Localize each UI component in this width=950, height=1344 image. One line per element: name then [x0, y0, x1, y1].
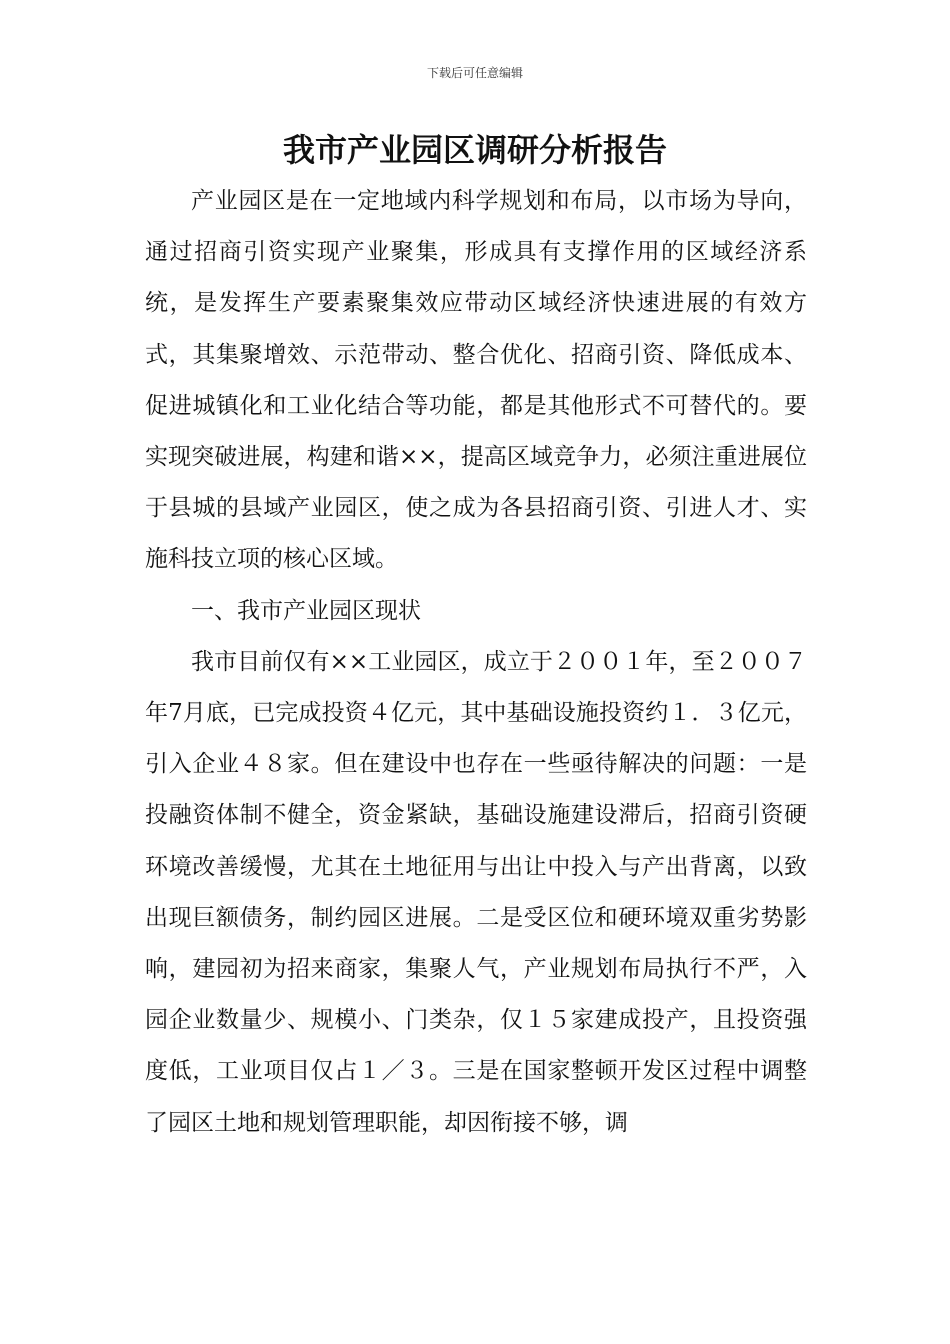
paragraph-current-status: 我市目前仅有××工业园区，成立于２００１年，至２００７年7月底，已完成投资４亿元，其中基础设施投资约１．３亿元，引入企业４８家。但在建设中也存在一些亟待解决的问题：一是投融资体制不健全，资金紧缺，基础设施建设滞后，招商引资硬环境改善缓慢，尤其在土地征用与出让中投入与产出背离，以致出现巨额债务，制约园区进展。二是受区位和硬环境双重劣势影响，建园初为招来商家，集聚人气，产业规划布局执行不严，入园企业数量少、规模小、门类杂，仅１５家建成投产，且投资强度低，工业项目仅占１／３。三是在国家整顿开发区过程中调整了园区土地和规划管理职能，却因衔接不够，调: [145, 648, 807, 1136]
page-header-note: 下载后可任意编辑: [426, 66, 523, 80]
section-heading-current-status: 一、我市产业园区现状: [191, 597, 421, 624]
document-title: 我市产业园区调研分析报告: [282, 131, 667, 169]
document-body: [145, 176, 807, 1149]
paragraph-intro: 产业园区是在一定地域内科学规划和布局，以市场为导向，通过招商引资实现产业聚集，形成具有支撑作用的区域经济系统，是发挥生产要素聚集效应带动区域经济快速进展的有效方式，其集聚增效、示范带动、整合优化、招商引资、降低成本、促进城镇化和工业化结合等功能，都是其他形式不可替代的。要实现突破进展，构建和谐××，提高区域竞争力，必须注重进展位于县城的县域产业园区，使之成为各县招商引资、引进人才、实施科技立项的核心区域。: [145, 188, 807, 573]
